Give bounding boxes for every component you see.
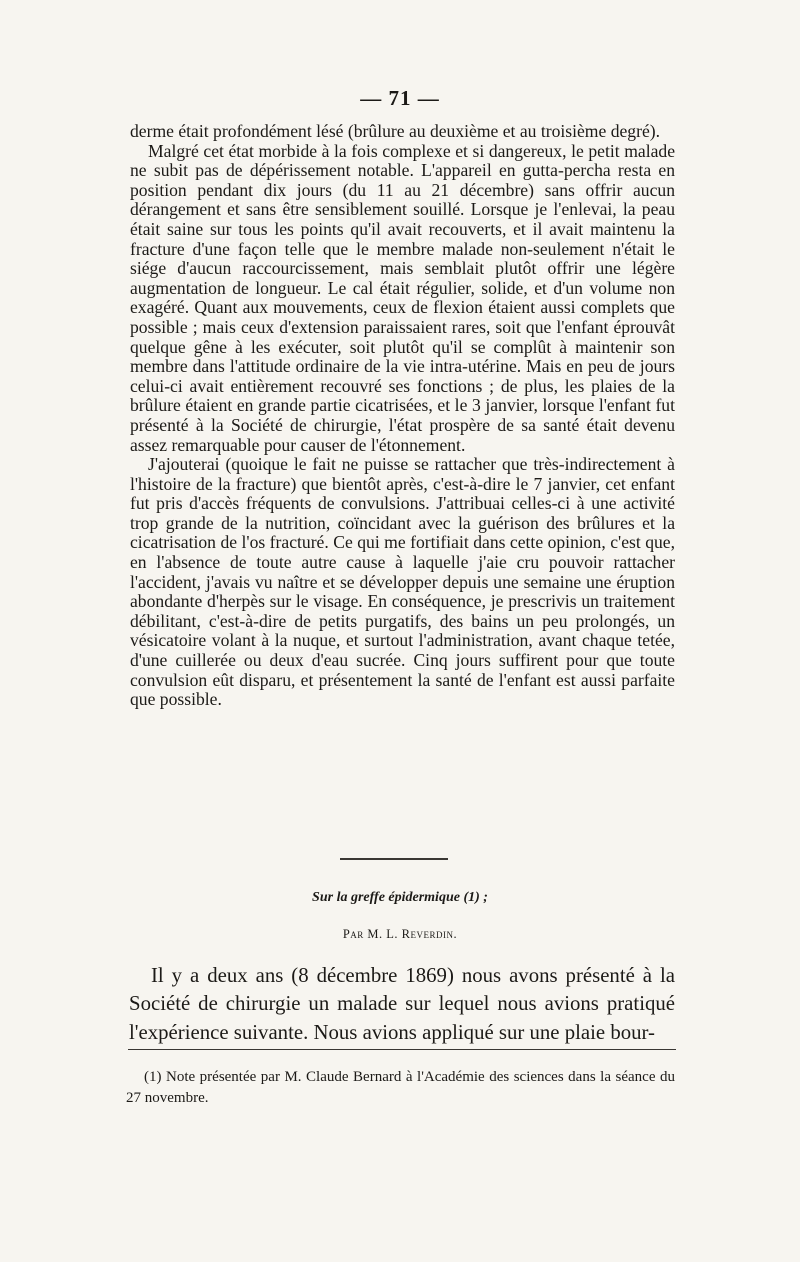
footnote-rule [128, 1049, 676, 1050]
paragraph: J'ajouterai (quoique le fait ne puisse se rattacher que très-indirectement à l'histoire de la fracture) que bientôt après, c'est-à-dire le 7 janvier, cet enfant fut pris d'accès fréquents de convulsions. J'attribuai celles-ci à une activité trop grande de la nutrition, coïncidant avec la guérison des brûlures et la cicatrisation de l'os fracturé. Ce qui me fortifiait dans cette opinion, c'est que, en l'absence de toute autre cause à laquelle j'aie cru pouvoir rattacher l'accident, j'avais vu naître et se développer depuis une semaine une éruption abondante d'herpès sur le visage. En conséquence, je prescrivis un traitement débilitant, c'est-à-dire de petits purgatifs, des bains un peu prolongés, un vésicatoire volant à la nuque, et surtout l'administration, avant chaque tetée, d'une cuillerée ou deux d'eau sucrée. Cinq jours suffirent pour que toute convulsion eût disparu, et présentement la santé de l'enfant est aussi parfaite que possible. [130, 454, 675, 710]
body-text [130, 122, 675, 710]
section-divider [340, 858, 448, 860]
footnote-text: (1) Note présentée par M. Claude Bernard à l'Académie des sciences dans la séance du 27 novembre. [126, 1069, 675, 1106]
paragraph: Malgré cet état morbide à la fois complexe et si dangereux, le petit malade ne subit pas de dépérissement notable. L'appareil en gutta-percha resta en position pendant dix jours (du 11 au 21 décembre) sans offrir aucun dérangement et sans être sensiblement souillé. Lorsque je l'enlevai, la peau était saine sur tous les points qu'il avait recouverts, et il avait maintenu la fracture d'une façon telle que le membre malade non-seulement n'était le siége d'aucun raccourcissement, mais semblait plutôt offrir une légère augmentation de longueur. Le cal était régulier, solide, et d'un volume non exagéré. Quant aux mouvements, ceux de flexion étaient aussi complets que possible ; mais ceux d'extension paraissaient rares, soit que l'enfant éprouvât quelque gêne à les exécuter, soit plutôt qu'il se complût à maintenir son membre dans l'attitude ordinaire de la vie intra-utérine. Mais en peu de jours celui-ci avait entièrement recouvré ses fonctions ; de plus, les plaies de la brûlure étaient en grande partie cicatrisées, et le 3 janvier, lorsque l'enfant fut présenté à la Société de chirurgie, l'état prospère de sa santé était devenu assez remarquable pour causer de l'étonnement. [130, 140, 675, 455]
paragraph: derme était profondément lésé (brûlure au deuxième et au troisième degré). [130, 121, 661, 141]
page-number: — 71 — [360, 86, 440, 110]
section-title: Sur la greffe épidermique (1) ; [312, 890, 488, 905]
footnote [126, 1067, 675, 1109]
section-author: Par M. L. Reverdin. [342, 927, 458, 941]
article-text [129, 962, 675, 1047]
paragraph: Il y a deux ans (8 décembre 1869) nous avons présenté à la Société de chirurgie un malade sur lequel nous avions pratiqué l'expérience suivante. Nous avions appliqué sur une plaie bour- [129, 964, 675, 1044]
